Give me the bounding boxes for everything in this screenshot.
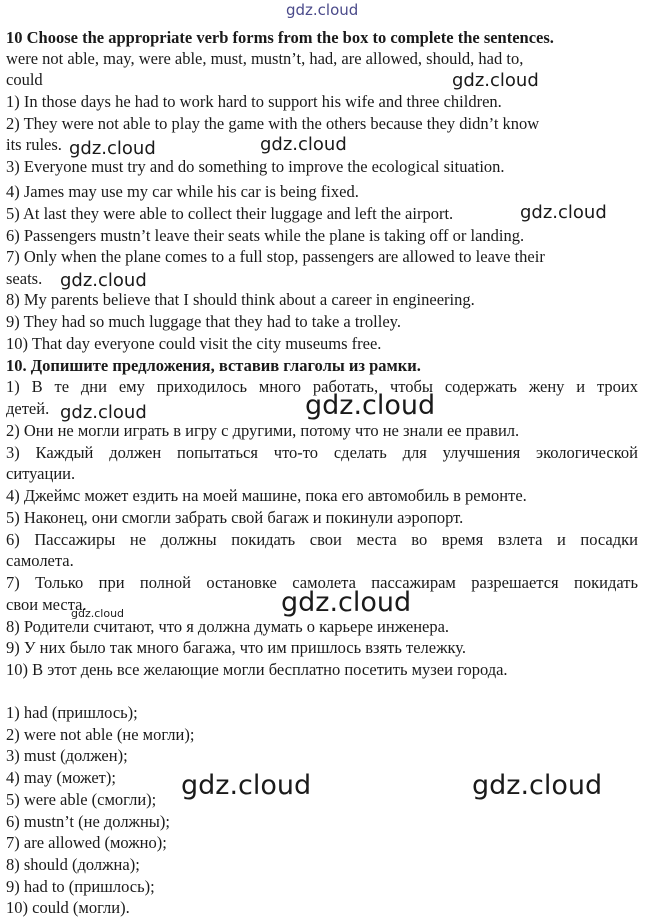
watermark: gdz.cloud: [520, 202, 607, 223]
watermark: gdz.cloud: [60, 402, 147, 423]
watermark: gdz.cloud: [181, 770, 312, 801]
russian-sentence: самолета.: [6, 551, 74, 570]
watermark: gdz.cloud: [286, 1, 359, 19]
answer-item: 10) could (могли).: [6, 898, 130, 917]
answer-item: 5) were able (смогли);: [6, 790, 157, 809]
russian-sentence: 1) В те дни ему приходилось много работать, чтобы содержать жену и троих: [6, 377, 638, 396]
answer-item: 4) may (может);: [6, 768, 116, 787]
task-title: 10 Choose the appropriate verb forms from the box to complete the sentences.: [6, 28, 554, 47]
russian-sentence: 4) Джеймс может ездить на моей машине, пока его автомобиль в ремонте.: [6, 486, 527, 505]
russian-sentence: 7) Только при полной остановке самолета пассажирам разрешается покидать: [6, 573, 638, 592]
answer-item: 8) should (должна);: [6, 855, 140, 874]
watermark: gdz.cloud: [305, 390, 436, 421]
english-sentence: 4) James may use my car while his car is being fixed.: [6, 182, 359, 201]
russian-sentence: 3) Каждый должен попытаться что-то сделать для улучшения экологической: [6, 443, 638, 462]
english-sentence: 7) Only when the plane comes to a full stop, passengers are allowed to leave their: [6, 247, 545, 266]
english-sentence: its rules.: [6, 135, 62, 154]
english-sentence: 8) My parents believe that I should think about a career in engineering.: [6, 290, 475, 309]
russian-sentence: 2) Они не могли играть в игру с другими, потому что не знали ее правил.: [6, 421, 520, 440]
answer-item: 2) were not able (не могли);: [6, 725, 195, 744]
word-box-line: were not able, may, were able, must, mustn’t, had, are allowed, should, had to,: [6, 49, 524, 68]
ru-title: 10. Допишите предложения, вставив глаголы из рамки.: [6, 356, 421, 375]
russian-sentence: свои места.: [6, 595, 87, 614]
english-sentence: 3) Everyone must try and do something to improve the ecological situation.: [6, 157, 505, 176]
russian-sentence: 8) Родители считают, что я должна думать о карьере инженера.: [6, 617, 450, 636]
answer-item: 9) had to (пришлось);: [6, 877, 155, 896]
answer-item: 7) are allowed (можно);: [6, 833, 167, 852]
russian-sentence: 6) Пассажиры не должны покидать свои места во время взлета и посадки: [6, 530, 638, 549]
english-sentence: 1) In those days he had to work hard to support his wife and three children.: [6, 92, 502, 111]
watermark: gdz.cloud: [452, 70, 539, 91]
english-sentence: 2) They were not able to play the game with the others because they didn’t know: [6, 114, 540, 133]
watermark: gdz.cloud: [60, 270, 147, 291]
watermark: gdz.cloud: [281, 587, 412, 618]
watermark: gdz.cloud: [69, 138, 156, 159]
watermark: gdz.cloud: [472, 770, 603, 801]
answer-item: 6) mustn’t (не должны);: [6, 812, 170, 831]
english-sentence: 6) Passengers mustn’t leave their seats while the plane is taking off or landing.: [6, 226, 525, 245]
russian-sentence: 9) У них было так много багажа, что им пришлось взять тележку.: [6, 638, 467, 657]
watermark: gdz.cloud: [260, 134, 347, 155]
russian-sentence: 10) В этот день все желающие могли бесплатно посетить музеи города.: [6, 660, 508, 679]
watermark: gdz.cloud: [71, 607, 125, 620]
answer-item: 3) must (должен);: [6, 746, 128, 765]
russian-sentence: ситуации.: [6, 464, 76, 483]
english-sentence: seats.: [6, 269, 43, 288]
english-sentence: 9) They had so much luggage that they had to take a trolley.: [6, 312, 401, 331]
russian-sentence: 5) Наконец, они смогли забрать свой багаж и покинули аэропорт.: [6, 508, 464, 527]
word-box-line: could: [6, 70, 43, 89]
english-sentence: 10) That day everyone could visit the city museums free.: [6, 334, 382, 353]
answer-item: 1) had (пришлось);: [6, 703, 138, 722]
russian-sentence: детей.: [6, 399, 50, 418]
english-sentence: 5) At last they were able to collect their luggage and left the airport.: [6, 204, 454, 223]
